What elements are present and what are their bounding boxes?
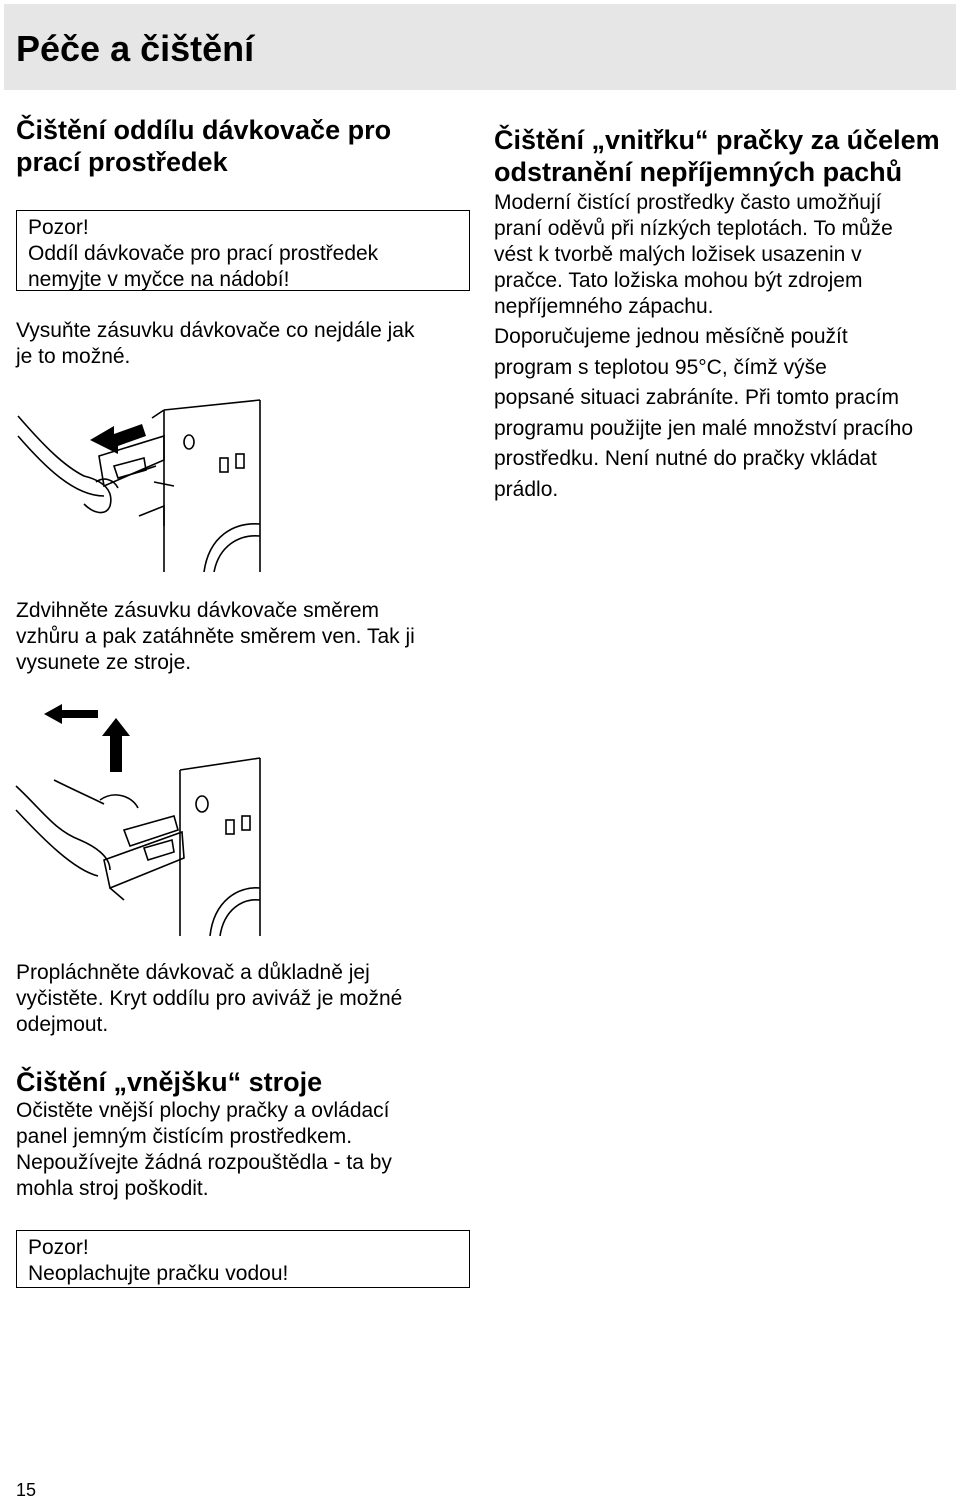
warning-box-dishwasher	[16, 210, 470, 291]
dispenser-heading: Čištění oddílu dávkovače pro prací prostředek	[16, 115, 392, 177]
interior-paragraph-1: Moderní čistící prostředky často umožňují praní oděvů při nízkých teplotách. To může vést k tvorbě malých ložisek usazenin v pračce. Tato ložiska mohou být zdrojem nepříjemného zápachu.	[494, 191, 893, 318]
warning-label: Pozor!	[28, 1236, 89, 1259]
dispenser-pull-illustration	[14, 396, 264, 572]
step-lift-drawer: Zdvihněte zásuvku dávkovače směrem vzhůru a pak zatáhněte směrem ven. Tak ji vysunete ze stroje.	[16, 599, 415, 674]
step-pull-out: Vysuňte zásuvku dávkovače co nejdále jak je to možné.	[16, 319, 415, 368]
warning-label: Pozor!	[28, 216, 89, 239]
interior-heading: Čištění „vnitřku“ pračky za účelem odstranění nepříjemných pachů	[494, 125, 940, 187]
warning-text: Oddíl dávkovače pro prací prostředek nemyjte v myčce na nádobí!	[28, 242, 379, 291]
warning-box-water	[16, 1230, 470, 1288]
page-title: Péče a čištění	[16, 28, 255, 69]
warning-text: Neoplachujte pračku vodou!	[28, 1262, 289, 1285]
interior-paragraph-2: Doporučujeme jednou měsíčně použít program s teplotou 95°C, čímž výše popsané situaci zabráníte. Při tomto pracím programu použijte jen malé množství pracího prostředku. Není nutné do pračky vkládat prádlo.	[494, 325, 914, 501]
exterior-text: Očistěte vnější plochy pračky a ovládací panel jemným čistícím prostředkem. Nepoužívejte žádná rozpouštědla - ta by mohla stroj poškodit.	[16, 1099, 392, 1200]
step-rinse: Propláchněte dávkovač a důkladně jej vyčistěte. Kryt oddílu pro aviváž je možné odejmout.	[16, 961, 403, 1036]
page-number: 15	[16, 1480, 37, 1500]
exterior-heading: Čištění „vnějšku“ stroje	[16, 1067, 323, 1097]
dispenser-lift-illustration	[14, 700, 264, 936]
